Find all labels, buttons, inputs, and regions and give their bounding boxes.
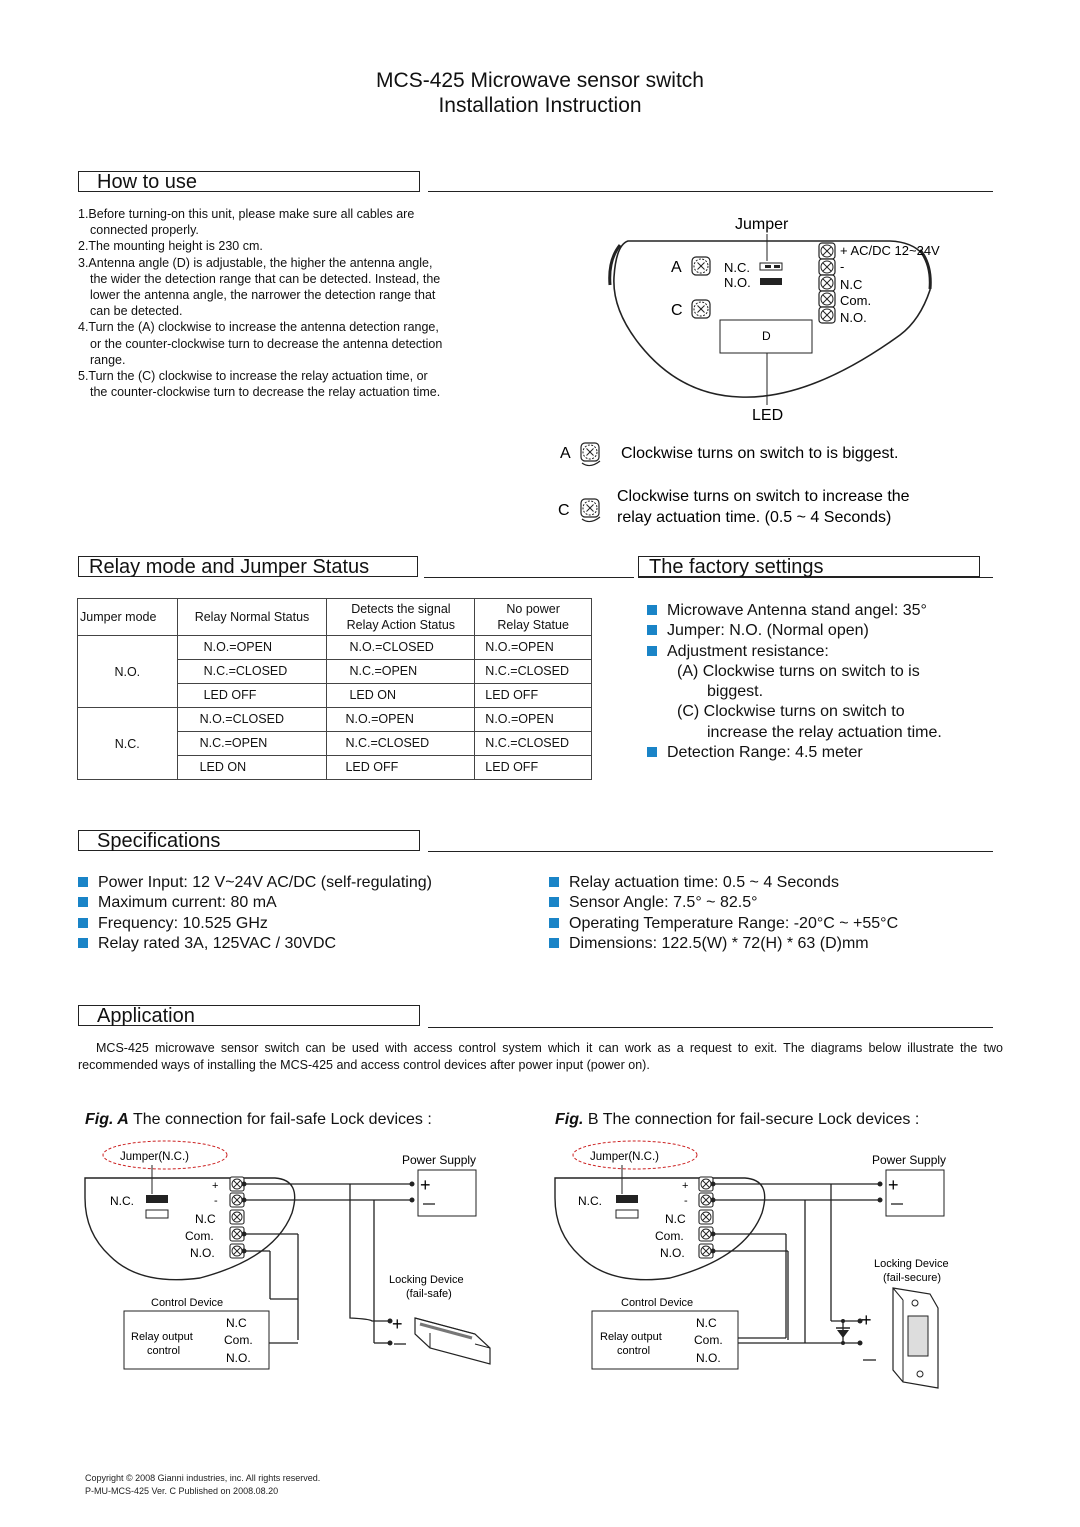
cell-line: N.O.=CLOSED <box>327 636 474 660</box>
list-item <box>78 934 538 954</box>
terminal-com: Com. <box>185 1229 214 1243</box>
list-item-text: Dimensions: 122.5(W) * 72(H) * 63 (D)mm <box>569 934 869 952</box>
how-to-use-line: 5.Turn the (C) clockwise to increase the relay actuation time, or <box>78 369 428 384</box>
list-item <box>647 621 1067 641</box>
document-subtitle: Installation Instruction <box>438 94 642 117</box>
jumper-cap-icon <box>760 278 782 285</box>
section-heading-how-to-use: How to use <box>78 171 420 192</box>
bullet-icon <box>647 605 657 615</box>
bullet-icon <box>549 918 559 928</box>
terminal-label: - <box>840 259 845 274</box>
table-cell-mode <box>78 636 178 708</box>
table-row <box>78 636 592 708</box>
list-item-text: Jumper: N.O. (Normal open) <box>667 622 869 640</box>
terminal-minus: - <box>214 1195 218 1207</box>
fig-b-text: B The connection for fail-secure Lock devices : <box>587 1111 920 1128</box>
specs-left-list <box>78 873 538 954</box>
terminal-screw-icon <box>230 1210 244 1224</box>
knob-a-icon <box>692 257 710 275</box>
table-header <box>475 599 592 636</box>
cell-line: N.C.=CLOSED <box>178 660 327 684</box>
table-cell <box>327 708 475 780</box>
table-cell <box>177 708 327 780</box>
bullet-icon <box>647 625 657 635</box>
list-item <box>78 873 538 893</box>
control-device-label: Control Device <box>151 1297 224 1309</box>
relay-output-label: Relay output <box>131 1331 193 1343</box>
table-cell <box>177 636 327 708</box>
legend-a-text: Clockwise turns on switch to is biggest. <box>621 445 899 462</box>
jumper-cap-icon <box>146 1195 168 1203</box>
legend-a-knob-icon <box>581 443 599 461</box>
locking-device-label: Locking Device <box>874 1258 949 1270</box>
jumper-cap-icon <box>616 1195 638 1203</box>
relay-control-label: control <box>617 1345 651 1357</box>
jumper-label: Jumper <box>735 216 789 233</box>
jumper-pin <box>774 265 780 268</box>
table-header-row <box>78 599 592 636</box>
how-to-use-line: connected properly. <box>90 223 199 238</box>
how-to-use-line: 2.The mounting height is 230 cm. <box>78 239 263 254</box>
bullet-icon <box>78 877 88 887</box>
header-text: No power <box>506 602 560 616</box>
section-rule <box>428 191 993 192</box>
list-item-text: Relay actuation time: 0.5 ~ 4 Seconds <box>569 874 839 891</box>
jumper-pins <box>616 1210 638 1218</box>
terminal-label: + AC/DC 12~24V <box>840 243 940 258</box>
terminal-screw-icon <box>819 291 835 307</box>
list-item-text: Detection Range: 4.5 meter <box>667 744 863 762</box>
terminal-screw-icon <box>819 275 835 291</box>
list-item-text: Power Input: 12 V~24V AC/DC (self-regulating) <box>98 874 432 891</box>
cell-line: N.C.=CLOSED <box>327 732 474 756</box>
jumper-nc-label: N.C. <box>724 260 750 275</box>
list-item <box>549 873 989 893</box>
jumper-nc-label: Jumper(N.C.) <box>120 1151 190 1163</box>
control-device-label: Control Device <box>621 1297 694 1309</box>
electric-strike-icon <box>893 1288 938 1388</box>
terminal-label: N.C <box>840 277 863 292</box>
bullet-icon <box>549 938 559 948</box>
header-text: Relay Action Status <box>346 618 456 632</box>
cell-line: N.O.=OPEN <box>475 708 591 732</box>
wiring-diagram-fail-safe <box>80 1138 530 1378</box>
application-paragraph: MCS-425 microwave sensor switch can be used with access control system which it can work as a request to exit. The diagrams below illustrate the two recommended ways of installing the MCS-425 and access control devices after power input (power on). <box>78 1041 1003 1072</box>
antenna-d-label: D <box>762 329 771 343</box>
lock-plus: + <box>392 1314 403 1334</box>
how-to-use-line: 3.Antenna angle (D) is adjustable, the higher the antenna angle, <box>78 255 433 270</box>
knob-c-icon <box>692 300 710 318</box>
terminal-label: Com. <box>840 293 872 308</box>
table-row <box>78 708 592 780</box>
list-item <box>647 743 1067 763</box>
terminal-plus: + <box>212 1180 219 1192</box>
cell-line: N.O.=OPEN <box>475 636 591 660</box>
list-subitem: (C) Clockwise turns on switch to <box>677 703 905 721</box>
fail-secure-label: (fail-secure) <box>883 1272 942 1284</box>
cell-line: N.C.=CLOSED <box>475 660 591 684</box>
control-com: Com. <box>224 1333 253 1347</box>
mode-text: N.O. <box>114 664 141 679</box>
cell-line: N.C.=OPEN <box>327 660 474 684</box>
section-heading-factory: The factory settings <box>638 556 980 577</box>
power-supply-label: Power Supply <box>402 1153 477 1167</box>
cell-line: LED ON <box>199 760 247 774</box>
how-to-use-line: range. <box>90 352 126 367</box>
cell-line: N.C.=CLOSED <box>475 732 591 756</box>
relay-output-label: Relay output <box>600 1331 662 1343</box>
list-item <box>549 893 989 913</box>
list-subitem: increase the relay actuation time. <box>707 723 942 741</box>
knob-c-label: C <box>671 302 683 319</box>
list-subitem: (A) Clockwise turns on switch to is <box>677 662 920 680</box>
fig-b-prefix: Fig. <box>555 1111 584 1128</box>
sensor-diagram <box>558 205 1000 535</box>
terminal-no: N.O. <box>660 1246 685 1260</box>
control-no: N.O. <box>226 1351 251 1365</box>
legend-c-knob-icon <box>581 499 599 517</box>
table-cell <box>475 708 592 780</box>
cell-line: LED OFF <box>485 688 539 702</box>
nc-label: N.C. <box>578 1194 602 1208</box>
document-id: P-MU-MCS-425 Ver. C Published on 2008.08.20 <box>85 1486 279 1496</box>
fig-a-prefix: Fig. A <box>85 1111 129 1128</box>
terminal-com: Com. <box>655 1229 684 1243</box>
list-item-text: Microwave Antenna stand angel: 35° <box>667 602 927 619</box>
bullet-icon <box>549 877 559 887</box>
list-item-text: Sensor Angle: 7.5° ~ 82.5° <box>569 894 758 912</box>
header-text: Relay Normal Status <box>194 610 310 624</box>
how-to-use-line: can be detected. <box>90 304 183 319</box>
table-cell <box>475 636 592 708</box>
section-rule <box>424 577 634 578</box>
how-to-use-line: 1.Before turning-on this unit, please make sure all cables are <box>78 207 415 221</box>
relay-control-label: control <box>147 1345 181 1357</box>
cell-line: LED ON <box>349 688 396 702</box>
cell-line: LED OFF <box>485 760 539 774</box>
relay-table <box>77 598 592 780</box>
header-text: Jumper mode <box>80 610 157 624</box>
how-to-use-line: or the counter-clockwise turn to decrease the antenna detection <box>90 336 443 351</box>
legend-c-line1: Clockwise turns on switch to increase the <box>617 488 910 505</box>
control-no: N.O. <box>696 1351 721 1365</box>
fig-a-caption <box>85 1111 432 1129</box>
fig-a-text: The connection for fail-safe Lock devices : <box>133 1111 432 1128</box>
control-com: Com. <box>694 1333 723 1347</box>
cell-line: LED OFF <box>203 688 257 702</box>
control-nc: N.C <box>696 1316 717 1330</box>
bullet-icon <box>78 938 88 948</box>
cell-line: LED OFF <box>345 760 399 774</box>
terminal-minus: - <box>684 1195 688 1207</box>
bullet-icon <box>647 747 657 757</box>
how-to-use-line: 4.Turn the (A) clockwise to increase the antenna detection range, <box>78 320 439 335</box>
list-item-text: Frequency: 10.525 GHz <box>98 914 268 932</box>
led-label: LED <box>752 407 784 424</box>
how-to-use-line: the counter-clockwise turn to decrease the relay actuation time. <box>90 385 441 400</box>
table-cell <box>327 636 475 708</box>
clockwise-arrow-icon <box>582 461 600 466</box>
fail-safe-label: (fail-safe) <box>406 1288 452 1300</box>
knob-a-label: A <box>671 259 682 276</box>
section-rule <box>638 577 993 578</box>
clockwise-arrow-icon <box>582 517 600 522</box>
section-heading-application: Application <box>78 1005 420 1026</box>
power-plus: + <box>888 1175 899 1195</box>
terminal-screw-icon <box>819 259 835 275</box>
list-item-text: Relay rated 3A, 125VAC / 30VDC <box>98 934 337 952</box>
how-to-use-list <box>78 206 558 400</box>
list-item <box>78 914 538 934</box>
header-text: Relay Statue <box>497 618 569 632</box>
terminal-plus: + <box>682 1180 689 1192</box>
jumper-pins <box>146 1210 168 1218</box>
section-rule <box>428 1027 993 1028</box>
copyright: Copyright © 2008 Gianni industries, inc. All rights reserved. <box>85 1473 321 1483</box>
terminal-screw-icon <box>819 307 835 323</box>
list-item <box>78 893 538 913</box>
fig-b-caption <box>555 1111 919 1129</box>
terminal-nc: N.C <box>665 1212 686 1226</box>
list-item <box>549 934 989 954</box>
cell-line: N.O.=OPEN <box>178 636 327 660</box>
table-header <box>327 599 475 636</box>
section-rule <box>428 851 993 852</box>
bullet-icon <box>78 918 88 928</box>
nc-label: N.C. <box>110 1194 134 1208</box>
list-subitem: biggest. <box>707 683 764 701</box>
power-supply-label: Power Supply <box>872 1153 947 1167</box>
how-to-use-line: the wider the detection range that can be detected. Instead, the <box>90 271 441 286</box>
list-item-text: Adjustment resistance: <box>667 642 829 660</box>
control-nc: N.C <box>226 1316 247 1330</box>
jumper-pin <box>765 265 771 268</box>
jumper-no-label: N.O. <box>724 275 751 290</box>
cell-line: N.C.=OPEN <box>178 732 327 756</box>
terminal-label: N.O. <box>840 310 867 325</box>
section-heading-specifications: Specifications <box>78 830 420 851</box>
wiring-diagram-fail-secure <box>548 1138 998 1398</box>
terminal-screw-icon <box>819 243 835 259</box>
table-header <box>78 599 178 636</box>
jumper-nc-label: Jumper(N.C.) <box>590 1151 660 1163</box>
cell-line: N.O.=OPEN <box>327 708 474 732</box>
how-to-use-line: lower the antenna angle, the narrower the detection range that <box>90 288 436 303</box>
legend-a-prefix: A <box>560 445 571 462</box>
terminal-nc: N.C <box>195 1212 216 1226</box>
power-plus: + <box>420 1175 431 1195</box>
header-text: Detects the signal <box>351 602 451 616</box>
lock-plus: + <box>861 1310 872 1330</box>
specs-right-list <box>549 873 989 954</box>
mode-text: N.C. <box>114 736 140 751</box>
locking-device-label: Locking Device <box>389 1274 464 1286</box>
legend-c-prefix: C <box>558 502 570 519</box>
document-title: MCS-425 Microwave sensor switch <box>376 69 704 92</box>
table-cell-mode <box>78 708 178 780</box>
bullet-icon <box>78 897 88 907</box>
list-item-text: Maximum current: 80 mA <box>98 894 277 912</box>
bullet-icon <box>647 646 657 656</box>
cell-line: N.O.=CLOSED <box>178 708 327 732</box>
list-item <box>647 642 1067 662</box>
factory-list <box>647 601 1067 763</box>
terminal-no: N.O. <box>190 1246 215 1260</box>
table-header <box>177 599 327 636</box>
diode-icon <box>836 1321 850 1343</box>
legend-c-line2: relay actuation time. (0.5 ~ 4 Seconds) <box>617 509 892 526</box>
list-item <box>647 601 1067 621</box>
section-heading-relay: Relay mode and Jumper Status <box>78 556 418 577</box>
terminal-screw-icon <box>699 1210 713 1224</box>
list-item-text: Operating Temperature Range: -20°C ~ +55°C <box>569 914 899 932</box>
list-item <box>549 914 989 934</box>
bullet-icon <box>549 897 559 907</box>
maglock-icon <box>415 1318 490 1364</box>
